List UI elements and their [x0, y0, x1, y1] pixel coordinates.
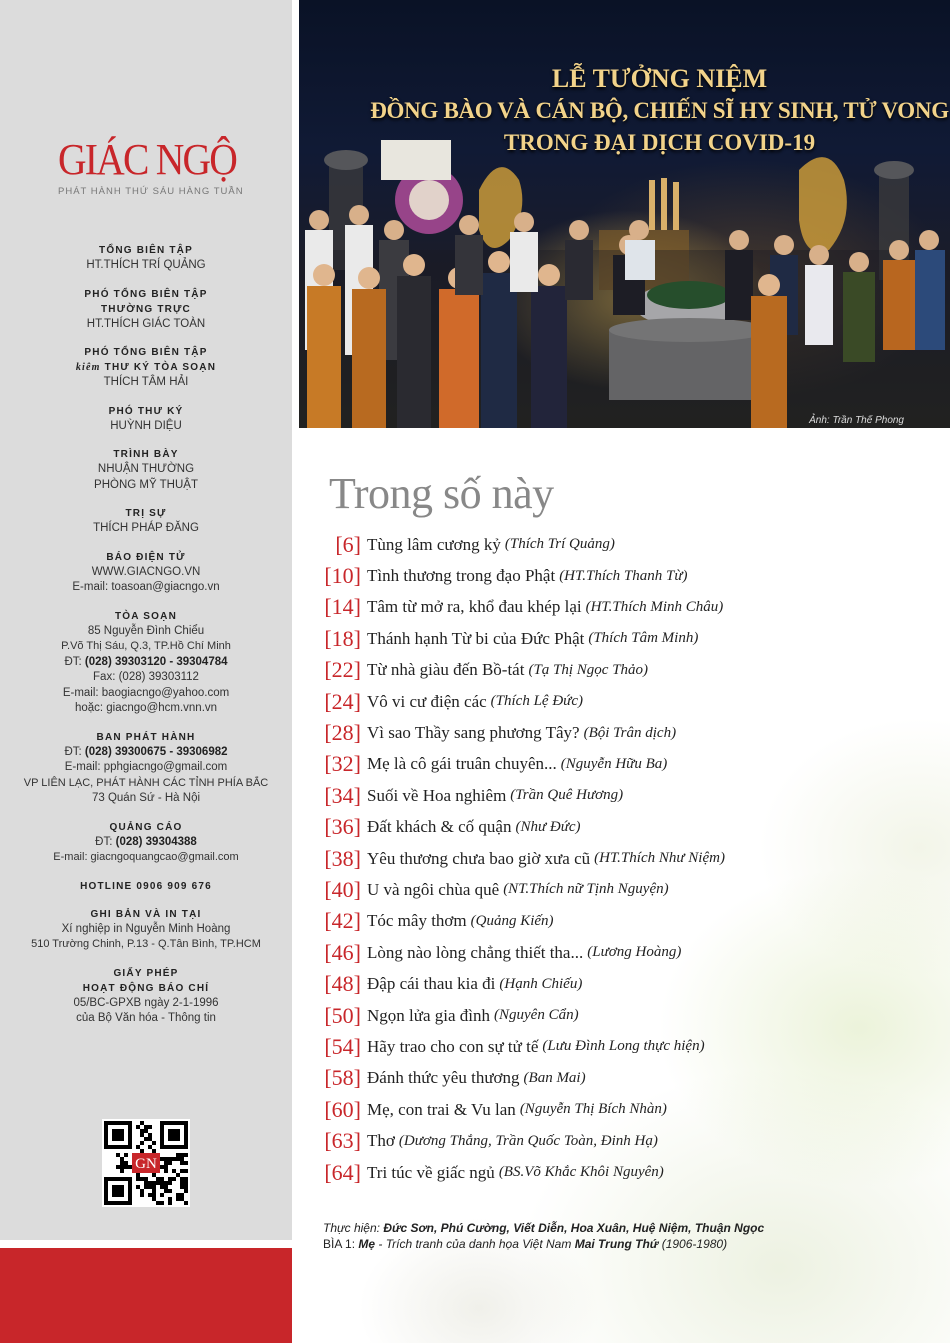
cover-line: [323, 1236, 764, 1252]
toc-title: Suối về Hoa nghiêm: [367, 785, 507, 805]
masthead-block: [0, 287, 292, 333]
toc-item[interactable]: [323, 812, 943, 843]
sidebar-red-footer: [0, 1248, 292, 1343]
toc-title: Tùng lâm cương kỷ: [367, 534, 501, 554]
toc-title: Tóc mây thơm: [367, 911, 467, 931]
masthead-block: [0, 879, 292, 894]
toc-page-number: [ 60 ]: [323, 1097, 367, 1123]
toc-item[interactable]: [323, 560, 943, 591]
toc-page-number: [ 18 ]: [323, 626, 367, 652]
toc-title: U và ngôi chùa quê: [367, 879, 500, 899]
toc-page-number: [ 40 ]: [323, 877, 367, 903]
cover-label: BÌA 1:: [323, 1237, 359, 1251]
masthead-heading: HOTLINE 0906 909 676: [80, 880, 212, 892]
toc-title: Mẹ là cô gái truân chuyên...: [367, 754, 557, 774]
toc-author: (HT.Thích Như Niệm): [594, 850, 725, 867]
toc-page-number: [ 54 ]: [323, 1034, 367, 1060]
masthead-heading: BAN PHÁT HÀNH: [96, 731, 196, 743]
phone-number: (028) 39304388: [115, 835, 197, 848]
photo-title-line2: ĐỒNG BÀO VÀ CÁN BỘ, CHIẾN SĨ HY SINH, TỬ VONG: [370, 98, 949, 123]
cover-title: Mẹ: [358, 1237, 376, 1251]
masthead-block: [0, 550, 292, 596]
toc-page-number: [ 63 ]: [323, 1128, 367, 1154]
toc-page-number: [ 46 ]: [323, 940, 367, 966]
toc-item[interactable]: [323, 937, 943, 968]
logo: [58, 135, 244, 197]
masthead-heading: PHÓ THƯ KÝ: [108, 405, 184, 417]
toc-page-number: [ 6 ]: [323, 532, 367, 558]
toc-author: (Trần Quê Hương): [510, 787, 624, 804]
masthead-heading-rest: THƯ KÝ TÒA SOẠN: [104, 362, 217, 373]
toc-page-number: [ 42 ]: [323, 908, 367, 934]
masthead-line: 73 Quán Sứ - Hà Nội: [91, 792, 201, 804]
masthead-phone: [0, 745, 292, 761]
toc-author: (Như Đức): [515, 818, 581, 835]
toc-author: (Lưu Đình Long thực hiện): [542, 1038, 705, 1055]
toc-page-number: [ 64 ]: [323, 1160, 367, 1186]
masthead-phone: [0, 835, 292, 851]
toc-author: (Hạnh Chiếu): [499, 975, 583, 992]
phone-label: ĐT:: [64, 745, 85, 758]
masthead-line: HT.THÍCH GIÁC TOÀN: [86, 317, 206, 330]
masthead-block: [0, 907, 292, 953]
toc-heading: Trong số này: [329, 469, 554, 518]
credits-label: Thực hiện:: [323, 1221, 384, 1235]
table-of-contents: [299, 428, 950, 1343]
phone-label: ĐT:: [95, 835, 116, 848]
toc-item[interactable]: [323, 1094, 943, 1125]
column-divider: [292, 0, 299, 1343]
toc-title: Đập cái thau kia đi: [367, 974, 496, 994]
toc-item[interactable]: [323, 1063, 943, 1094]
toc-page-number: [ 28 ]: [323, 720, 367, 746]
masthead-phone: [0, 655, 292, 671]
toc-author: (Ban Mai): [523, 1069, 586, 1086]
toc-item[interactable]: [323, 686, 943, 717]
photo-credit: Ảnh: Trần Thế Phong: [809, 415, 904, 426]
toc-item[interactable]: [323, 874, 943, 905]
toc-title: Thơ: [367, 1131, 395, 1151]
phone-number: (028) 39303120 - 39304784: [84, 655, 228, 668]
toc-page-number: [ 24 ]: [323, 689, 367, 715]
masthead-line[interactable]: E-mail: giacngoquangcao@gmail.com: [53, 851, 239, 863]
toc-title: Đánh thức yêu thương: [367, 1068, 520, 1088]
toc-author: (Thích Trí Quảng): [504, 536, 615, 553]
toc-author: (Nguyễn Hữu Ba): [560, 755, 668, 772]
masthead-line: Fax: (028) 39303112: [93, 671, 199, 683]
photo-title-line3: TRONG ĐẠI DỊCH COVID-19: [503, 130, 816, 155]
toc-item[interactable]: [323, 1031, 943, 1062]
toc-page-number: [ 38 ]: [323, 846, 367, 872]
cover-photo: [299, 0, 950, 428]
toc-author: (Nguyên Cẩn): [494, 1007, 579, 1024]
masthead-block: [0, 404, 292, 435]
toc-title: Tình thương trong đạo Phật: [367, 566, 556, 586]
masthead-block: [0, 966, 292, 1027]
toc-page-number: [ 14 ]: [323, 594, 367, 620]
cover-artist: Mai Trung Thứ: [574, 1237, 659, 1251]
toc-item[interactable]: [323, 749, 943, 780]
toc-page-number: [ 36 ]: [323, 814, 367, 840]
toc-author: (Thích Tâm Minh): [588, 630, 699, 647]
masthead-heading: QUẢNG CÁO: [109, 821, 183, 833]
toc-title: Từ nhà giàu đến Bồ-tát: [367, 660, 525, 680]
sidebar-divider: [0, 1240, 292, 1248]
masthead-line[interactable]: E-mail: baogiacngo@yahoo.com: [62, 686, 230, 699]
toc-author: (BS.Võ Khắc Khôi Nguyên): [498, 1164, 664, 1180]
masthead-heading: TỔNG BIÊN TẬP: [99, 245, 193, 256]
masthead-heading: BÁO ĐIỆN TỬ: [106, 551, 186, 563]
toc-item[interactable]: [323, 592, 943, 623]
toc-author: (Dương Thắng, Trần Quốc Toàn, Đinh Hạ): [398, 1132, 658, 1149]
masthead-heading: PHÓ TỔNG BIÊN TẬP: [84, 347, 208, 358]
masthead-line: Xí nghiệp in Nguyễn Minh Hoàng: [61, 922, 231, 935]
cover-years: (1906-1980): [658, 1237, 728, 1251]
toc-title: Tâm từ mở ra, khổ đau khép lại: [367, 597, 582, 617]
toc-author: (Quảng Kiến): [470, 912, 554, 929]
masthead-block: [0, 730, 292, 807]
toc-title: Vì sao Thầy sang phương Tây?: [367, 723, 580, 743]
masthead-line: NHUẬN THƯỜNG: [97, 463, 195, 475]
toc-page-number: [ 32 ]: [323, 751, 367, 777]
photo-title: [299, 64, 950, 156]
masthead-heading: THƯỜNG TRỰC: [101, 303, 191, 315]
masthead-line: THÍCH PHÁP ĐĂNG: [93, 522, 199, 534]
toc-page-number: [ 22 ]: [323, 657, 367, 683]
masthead-line[interactable]: hoặc: giacngo@hcm.vnn.vn: [74, 702, 218, 714]
toc-item[interactable]: [323, 1000, 943, 1031]
toc-author: (Bội Trân dịch): [583, 724, 677, 741]
masthead-heading: TRÌNH BÀY: [113, 449, 179, 460]
toc-item[interactable]: [323, 623, 943, 654]
toc-author: (Thích Lệ Đức): [490, 693, 584, 710]
toc-author: (NT.Thích nữ Tịnh Nguyện): [503, 881, 669, 898]
toc-item[interactable]: [323, 1125, 943, 1156]
toc-item[interactable]: [323, 906, 943, 937]
masthead-block: [0, 609, 292, 717]
phone-number: (028) 39300675 - 39306982: [84, 745, 228, 758]
toc-item[interactable]: [323, 529, 943, 560]
masthead-block: [0, 820, 292, 866]
photo-title-line1: LỄ TƯỞNG NIỆM: [551, 64, 768, 93]
credits-line: [323, 1220, 764, 1236]
toc-page-number: [ 48 ]: [323, 971, 367, 997]
toc-list: [323, 529, 943, 1188]
toc-title: Yêu thương chưa bao giờ xưa cũ: [367, 848, 591, 868]
masthead-line: THÍCH TÂM HẢI: [103, 376, 189, 388]
toc-page-number: [ 34 ]: [323, 783, 367, 809]
cover-desc: - Trích tranh của danh họa Việt Nam: [375, 1237, 575, 1251]
toc-item[interactable]: [323, 843, 943, 874]
toc-author: (Lương Hoàng): [587, 944, 682, 961]
masthead-line: 510 Trường Chinh, P.13 - Q.Tân Bình, TP.HCM: [31, 938, 261, 950]
logo-tagline: PHÁT HÀNH THỨ SÁU HÀNG TUẦN: [58, 186, 244, 197]
masthead-line: HT.THÍCH TRÍ QUẢNG: [86, 259, 206, 271]
toc-author: (Tạ Thị Ngọc Thảo): [528, 661, 649, 678]
toc-item[interactable]: [323, 717, 943, 748]
masthead-heading: [0, 360, 292, 375]
toc-title: Mẹ, con trai & Vu lan: [367, 1099, 516, 1119]
masthead-line: P.Võ Thị Sáu, Q.3, TP.Hồ Chí Minh: [61, 640, 231, 652]
toc-page-number: [ 50 ]: [323, 1003, 367, 1029]
qr-code[interactable]: [102, 1119, 190, 1207]
masthead-line: HUỲNH DIỆU: [110, 419, 182, 432]
toc-title: Đất khách & cố quận: [367, 817, 512, 837]
masthead-block: [0, 345, 292, 391]
masthead-line: PHÒNG MỸ THUẬT: [94, 478, 198, 491]
masthead-heading: HOẠT ĐỘNG BÁO CHÍ: [82, 982, 210, 994]
masthead-line[interactable]: E-mail: pphgiacngo@gmail.com: [64, 761, 228, 773]
toc-title: Lòng nào lòng chẳng thiết tha...: [367, 942, 584, 962]
masthead-block: [0, 506, 292, 537]
credits-footer: [323, 1220, 764, 1252]
credits-names: Đức Sơn, Phú Cường, Viết Diễn, Hoa Xuân, Huệ Niệm, Thuận Ngọc: [383, 1221, 765, 1235]
masthead-block: [0, 447, 292, 493]
masthead-heading: GIẤY PHÉP: [113, 967, 179, 979]
sidebar-masthead: [0, 0, 292, 1343]
masthead-line: E-mail: toasoan@giacngo.vn: [72, 581, 220, 593]
toc-page-number: [ 58 ]: [323, 1065, 367, 1091]
masthead-line: của Bộ Văn hóa - Thông tin: [76, 1012, 216, 1024]
toc-item[interactable]: [323, 1157, 943, 1188]
toc-title: Vô vi cư điện các: [367, 691, 487, 711]
masthead-line: 85 Nguyễn Đình Chiểu: [87, 624, 205, 637]
masthead-list: [0, 243, 292, 1040]
toc-page-number: [ 10 ]: [323, 563, 367, 589]
masthead-heading: TÒA SOẠN: [114, 610, 177, 622]
masthead-heading: GHI BẢN VÀ IN TẠI: [90, 908, 202, 920]
toc-item[interactable]: [323, 780, 943, 811]
toc-author: (Nguyễn Thị Bích Nhàn): [519, 1101, 667, 1118]
masthead-line: WWW.GIACNGO.VN: [91, 565, 201, 578]
toc-title: Hãy trao cho con sự tử tế: [367, 1036, 539, 1056]
toc-author: (HT.Thích Thanh Từ): [559, 567, 688, 584]
toc-title: Tri túc về giấc ngủ: [367, 1162, 495, 1182]
toc-item[interactable]: [323, 968, 943, 999]
phone-label: ĐT:: [64, 655, 85, 668]
qr-logo-label: GN: [135, 1156, 157, 1172]
toc-author: (HT.Thích Minh Châu): [585, 598, 724, 615]
toc-title: Ngọn lửa gia đình: [367, 1005, 491, 1025]
masthead-block: [0, 243, 292, 274]
masthead-heading: TRỊ SỰ: [125, 508, 167, 519]
masthead-line: 05/BC-GPXB ngày 2-1-1996: [73, 996, 219, 1009]
toc-title: Thánh hạnh Từ bi của Đức Phật: [367, 628, 585, 648]
logo-name: GIÁC NGỘ: [58, 135, 237, 184]
masthead-heading: PHÓ TỔNG BIÊN TẬP: [84, 288, 208, 300]
masthead-line: VP LIÊN LẠC, PHÁT HÀNH CÁC TỈNH PHÍA BẮC: [23, 776, 269, 789]
toc-item[interactable]: [323, 655, 943, 686]
masthead-heading-italic: kiêm: [75, 362, 101, 373]
